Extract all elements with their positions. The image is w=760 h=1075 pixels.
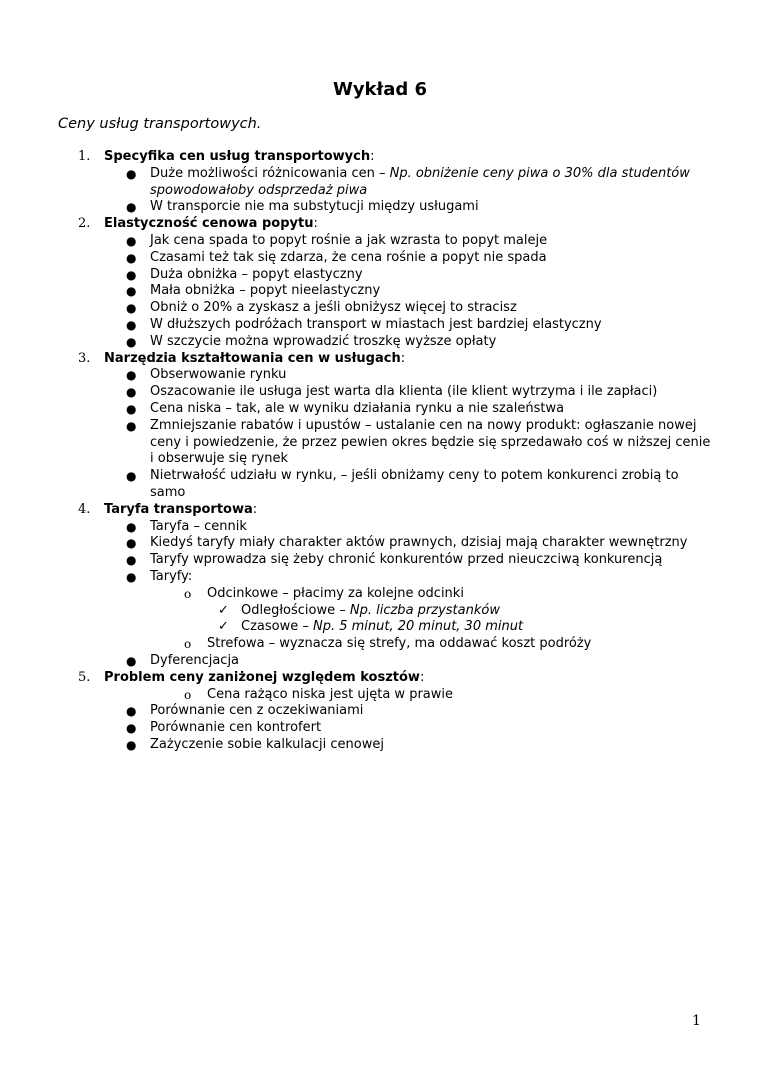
circle-bullet-icon: o <box>184 586 192 601</box>
bullet-icon: ● <box>126 469 137 484</box>
page-title: Wykład 6 <box>332 79 428 100</box>
section-title: Taryfa transportowa <box>104 501 253 517</box>
list-item <box>0 569 760 586</box>
bullet-icon: ● <box>126 653 137 668</box>
bullet-icon: ● <box>126 737 137 752</box>
list-item-example: Np. 5 minut, 20 minut, 30 minut <box>313 619 524 635</box>
list-item-text: Mała obniżka – popyt nieelastyczny <box>150 283 381 299</box>
list-item-text: Zażyczenie sobie kalkulacji cenowej <box>150 736 384 752</box>
list-item-text: Porównanie cen z oczekiwaniami <box>150 703 364 719</box>
bullet-icon: ● <box>126 418 137 433</box>
section-number: 5. <box>78 669 91 685</box>
list-item <box>0 233 760 250</box>
sublist-item <box>0 687 760 704</box>
sublist-item <box>0 636 760 653</box>
list-item-text: ceny i powiedzenie, że przez pewien okres będzie się sprzedawało coś w niższej cenie <box>150 434 711 450</box>
list-item-example: spowodowałoby odsprzedaż piwa <box>150 182 368 198</box>
bullet-icon: ● <box>126 569 137 584</box>
list-item-text: Taryfy wprowadza się żeby chronić konkurentów przed nieuczciwą konkurencją <box>150 552 663 568</box>
list-item <box>0 418 760 435</box>
list-item-text: Porównanie cen kontrofert <box>150 720 322 736</box>
list-item-text: Jak cena spada to popyt rośnie a jak wzrasta to popyt maleje <box>150 232 548 248</box>
section-title: Problem ceny zaniżonej względem kosztów <box>104 669 420 685</box>
checkmark-icon: ✓ <box>218 602 229 618</box>
checkmark-icon: ✓ <box>218 619 229 635</box>
list-item <box>0 720 760 737</box>
section-number: 1. <box>78 149 91 164</box>
list-item-text: Dyferencjacja <box>150 652 240 668</box>
list-item <box>0 468 760 485</box>
page-subtitle: Ceny usług transportowych. <box>58 116 262 132</box>
list-item <box>0 283 760 300</box>
bullet-icon: ● <box>126 250 137 265</box>
section-title: Narzędzia kształtowania cen w usługach <box>104 350 401 366</box>
list-item-text: W szczycie można wprowadzić troszkę wyższe opłaty <box>150 333 497 349</box>
list-item <box>0 703 760 720</box>
bullet-icon: ● <box>126 721 137 736</box>
section-heading: 2. Elastyczność cenowa popytu: <box>78 216 318 232</box>
section-title: Elastyczność cenowa popytu <box>104 216 314 232</box>
list-item-text: Obserwowanie rynku <box>150 367 287 383</box>
list-item-text: Czasami też tak się zdarza, że cena rośnie a popyt nie spada <box>150 249 547 265</box>
list-item <box>0 552 760 569</box>
section-heading: 3. Narzędzia kształtowania cen w usługach: <box>78 350 406 366</box>
list-item-continuation <box>0 435 760 452</box>
section-number: 4. <box>78 501 91 517</box>
list-item-text: Czasowe – <box>241 619 313 635</box>
bullet-icon: ● <box>126 368 137 383</box>
list-item-continuation <box>0 485 760 502</box>
list-item <box>0 367 760 384</box>
subsublist-item <box>0 619 760 636</box>
list-item <box>0 653 760 670</box>
list-item-text: Oszacowanie ile usługa jest warta dla klienta (ile klient wytrzyma i ile zapłaci) <box>150 384 658 400</box>
list-item-text: Duże możliwości różnicowania cen – <box>150 165 390 181</box>
bullet-icon: ● <box>126 317 137 332</box>
bullet-icon: ● <box>126 401 137 416</box>
subsublist-item <box>0 603 760 620</box>
list-item-continuation <box>0 183 760 200</box>
section-number: 3. <box>78 350 91 366</box>
list-item <box>0 317 760 334</box>
section-heading: 5. Problem ceny zaniżonej względem kosztów: <box>78 669 425 685</box>
list-item-text: i obserwuje się rynek <box>150 451 288 467</box>
list-item <box>0 535 760 552</box>
bullet-icon: ● <box>126 334 137 349</box>
list-item <box>0 250 760 267</box>
circle-bullet-icon: o <box>184 637 192 652</box>
list-item-text: Cena niska – tak, ale w wyniku działania rynku a nie szaleństwa <box>150 400 565 416</box>
bullet-icon: ● <box>126 704 137 719</box>
bullet-icon: ● <box>126 385 137 400</box>
list-item-text: Nietrwałość udziału w rynku, – jeśli obniżamy ceny to potem konkurenci zrobią to <box>150 468 679 484</box>
list-item-text: Kiedyś taryfy miały charakter aktów prawnych, dzisiaj mają charakter wewnętrzny <box>150 535 688 551</box>
list-item-text: Odległościowe – <box>241 602 350 618</box>
list-item-example: Np. obniżenie ceny piwa o 30% dla studentów <box>389 165 690 181</box>
bullet-icon: ● <box>126 553 137 568</box>
outline-list <box>0 149 760 754</box>
list-item <box>0 267 760 284</box>
circle-bullet-icon: o <box>184 687 192 702</box>
section-heading: 1. Specyfika cen usług transportowych: <box>78 149 375 164</box>
list-item-text: samo <box>150 484 186 500</box>
bullet-icon: ● <box>126 233 137 248</box>
list-item <box>0 519 760 536</box>
section-heading: 4. Taryfa transportowa: <box>78 501 258 517</box>
bullet-icon: ● <box>126 519 137 534</box>
bullet-icon: ● <box>126 200 137 215</box>
list-item <box>0 737 760 754</box>
list-item-text: Taryfa – cennik <box>150 518 247 534</box>
list-item-text: Obniż o 20% a zyskasz a jeśli obniżysz więcej to stracisz <box>150 300 517 316</box>
bullet-icon: ● <box>126 284 137 299</box>
bullet-icon: ● <box>126 267 137 282</box>
list-item-example: Np. liczba przystanków <box>349 602 500 618</box>
sublist-item <box>0 586 760 603</box>
section-number: 2. <box>78 216 91 232</box>
section-title: Specyfika cen usług transportowych <box>104 149 371 164</box>
list-item <box>0 401 760 418</box>
list-item <box>0 334 760 351</box>
bullet-icon: ● <box>126 166 137 181</box>
bullet-icon: ● <box>126 536 137 551</box>
list-item-text: Odcinkowe – płacimy za kolejne odcinki <box>207 585 464 601</box>
bullet-icon: ● <box>126 301 137 316</box>
list-item-text: Cena rażąco niska jest ujęta w prawie <box>207 686 453 702</box>
list-item <box>0 300 760 317</box>
list-item-text: W dłuższych podróżach transport w miastach jest bardziej elastyczny <box>150 316 602 332</box>
list-item-text: Duża obniżka – popyt elastyczny <box>150 266 363 282</box>
list-item <box>0 199 760 216</box>
list-item-continuation <box>0 451 760 468</box>
list-item-text: Taryfy: <box>150 568 193 584</box>
list-item-text: W transporcie nie ma substytucji między usługami <box>150 199 479 215</box>
list-item-text: Zmniejszanie rabatów i upustów – ustalanie cen na nowy produkt: ogłaszanie nowej <box>150 417 697 433</box>
page-number: 1 <box>692 1013 701 1029</box>
list-item <box>0 384 760 401</box>
list-item-text: Strefowa – wyznacza się strefy, ma oddawać koszt podróży <box>207 636 592 652</box>
list-item <box>0 166 760 183</box>
